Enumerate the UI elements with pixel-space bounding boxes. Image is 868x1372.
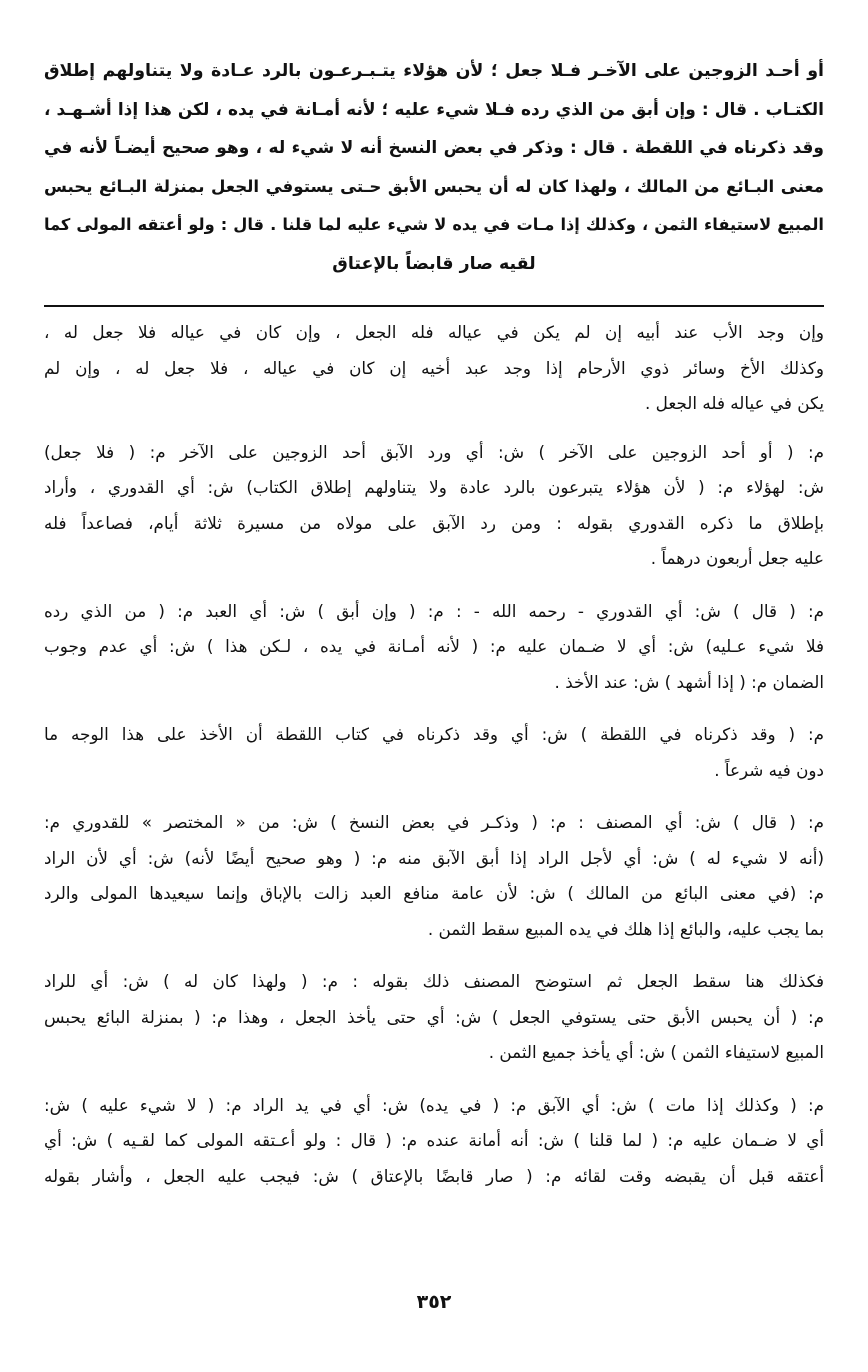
commentary-line: عليه جعل أربعون درهماً .: [650, 548, 824, 568]
main-text: [44, 52, 824, 283]
commentary-line: المبيع لاستيفاء الثمن ) ش: أي يأخذ جميع الثمن .: [488, 1042, 824, 1062]
commentary: [44, 315, 824, 1194]
commentary-paragraph: [44, 1088, 824, 1195]
commentary-paragraph: [44, 435, 824, 577]
commentary-line: وكذلك الأخ وسائر ذوي الأرحام إذا وجد عبد أخيه إن كان في عياله ، فلا جعل له ، وإن لم: [44, 357, 824, 378]
commentary-line: م: ( قال ) ش: أي القدوري - رحمه الله - : م: ( وإن أبق ) ش: أي العبد م: ( من الذي رده: [44, 600, 824, 621]
commentary-line: م: ( وقد ذكرناه في اللقطة ) ش: أي وقد ذكرناه في كتاب اللقطة أن الأخذ على هذا الوجه ما: [44, 724, 824, 744]
commentary-line: الضمان م: ( إذا أشهد ) ش: عند الأخذ .: [554, 671, 824, 692]
commentary-line: م: (في معنى البائع من المالك ) ش: لأن عامة منافع العبد زالت بالإباق وإنما سيعيدها المولى والرد: [44, 883, 824, 903]
main-text-line: وقد ذكرناه في اللقطة . قال : وذكر في بعض النسخ أنه لا شيء له ، وهو صحيح أيضـاً لأنه في: [44, 138, 824, 158]
commentary-line: م: ( أن يحبس الأبق حتى يستوفي الجعل ) ش: أي حتى يأخذ الجعل ، وهذا م: ( بمنزلة البائع يحبس: [44, 1006, 824, 1027]
commentary-line: دون فيه شرعاً .: [714, 759, 824, 780]
main-text-line: معنى البـائع من المالك ، ولهذا كان له أن يحبس الأبق حـتى يستوفي الجعل بمنزلة البـائع يحبس: [44, 176, 824, 196]
commentary-line: أي لا ضـمان عليه م: ( لما قلنا ) ش: أنه أمانة عنده م: ( قال : ولو أعـتقه المولى كما لقـيه ) ش: أي: [44, 1130, 824, 1150]
main-text-line: المبيع لاستيفاء الثمن ، وكذلك إذا مـات في يده لا شيء عليه لما قلنا . قال : ولو أعتقه المولى كما: [44, 215, 824, 234]
page-body: [44, 52, 824, 1211]
commentary-line: ش: لهؤلاء م: ( لأن هؤلاء يتبرعون بالرد عادة ولا يتناولهم إطلاق الكتاب) ش: أي القدوري ، وأراد: [44, 477, 824, 497]
commentary-line: أعتقه قبل أن يقبضه وقت لقائه م: ( صار قابضًا بالإعتاق ) ش: فيجب عليه الجعل ، وأشار بقوله: [44, 1165, 824, 1186]
commentary-paragraph: [44, 805, 824, 947]
page-number: ٣٥٢: [416, 1291, 452, 1313]
commentary-paragraph: [44, 964, 824, 1071]
commentary-line: فلا شيء عـليه) ش: أي لا ضـمان عليه م: ( لأنه أمـانة في يده ، لـكن هذا ) ش: أي عدم وجوب: [44, 636, 824, 656]
commentary-line: م: ( قال ) ش: أي المصنف : م: ( وذكـر في بعض النسخ ) ش: من « المختصر » للقدوري م:: [44, 812, 824, 832]
commentary-line: م: ( وكذلك إذا مات ) ش: أي الآبق م: ( في يده) ش: أي في يد الراد م: ( لا شيء عليه ) ش:: [44, 1094, 824, 1115]
main-text-line: لقيه صار قابضاً بالإعتاق: [332, 253, 536, 274]
commentary-line: يكن في عياله فله الجعل .: [644, 393, 824, 413]
commentary-line: (أنه لا شيء له ) ش: أي لأجل الراد إذا أبق الآبق منه م: ( وهو صحيح أيضًا لأنه) ش: أي لأن الراد: [44, 847, 824, 868]
main-text-line: الكتـاب . قال : وإن أبق من الذي رده فـلا شيء عليه ؛ لأنه أمـانة في يده ، لكن هذا إذا أشـهـد ،: [44, 99, 824, 120]
commentary-line: بإطلاق ما ذكره القدوري بقوله : ومن رد الآبق على مولاه من مسيرة ثلاثة أيام، فصاعداً فله: [44, 512, 824, 533]
commentary-line: بما يجب عليه، والبائع إذا هلك في يده المبيع سقط الثمن .: [427, 918, 824, 939]
commentary-line: فكذلك هنا سقط الجعل ثم استوضح المصنف ذلك بقوله : م: ( ولهذا كان له ) ش: أي للراد: [44, 971, 824, 991]
commentary-paragraph: [44, 717, 824, 788]
commentary-line: وإن وجد الأب عند أبيه إن لم يكن في عياله فله الجعل ، وإن كان في عياله فلا جعل له ،: [44, 322, 824, 342]
commentary-line: م: ( أو أحد الزوجين على الآخر ) ش: أي ورد الآبق أحد الزوجين على الآخر م: ( فلا جعل): [44, 441, 824, 462]
commentary-paragraph: [44, 594, 824, 701]
commentary-paragraph: [44, 315, 824, 422]
separator-rule: [44, 305, 824, 307]
main-text-line: أو أحـد الزوجين على الآخـر فـلا جعل ؛ لأن هؤلاء يتـبـرعـون بالرد عـادة ولا يتناولهم إطلاق: [44, 61, 824, 81]
